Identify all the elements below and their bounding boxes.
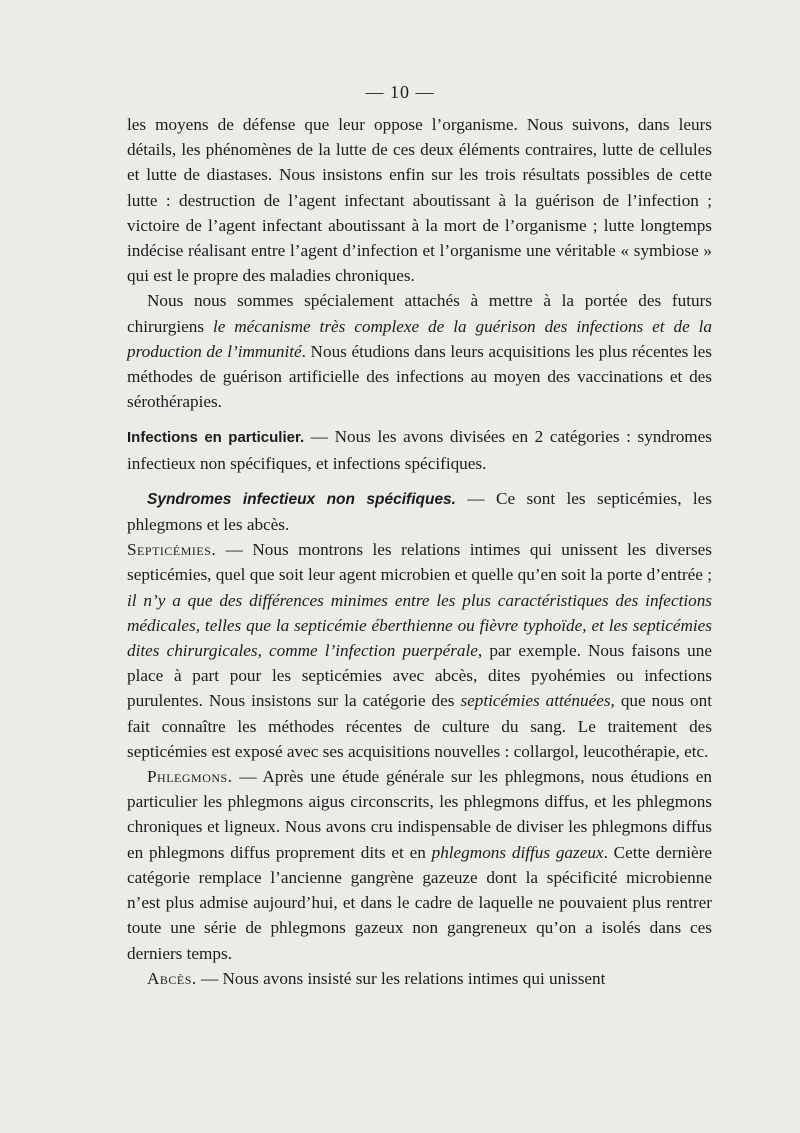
text-run: — Nous avons insisté sur les relations intimes qui unissent	[196, 968, 606, 988]
paragraph-immunity	[127, 288, 712, 414]
paragraph-syndromes	[127, 486, 712, 537]
italic-run: il n’y a que des différences minimes entre les plus caractéristiques des infections médicales, telles que la septicémie éberthienne ou fièvre typhoïde, et les septicémies dites chirurgicales, comme l’infection puerpérale	[127, 590, 712, 661]
italic-run: le mécanisme très complexe de la guérison des infections et de la production de l’immunité	[127, 316, 712, 361]
body-text	[127, 112, 712, 991]
text-run: Nous nous sommes spécialement attachés à mettre à la portée des futurs chirurgiens	[127, 291, 712, 336]
text-run: — Nous les avons divisées en 2 catégories : syndromes infectieux non spécifiques, et infections spécifiques.	[127, 427, 712, 473]
section-heading: Syndromes infectieux non spécifiques.	[147, 490, 456, 508]
italic-run: septicémies atténuées	[460, 691, 611, 711]
paragraph-septicemies	[127, 537, 712, 764]
subsection-heading: Septicémies.	[127, 540, 217, 560]
italic-run: phlegmons diffus gazeux	[431, 842, 604, 862]
text-run: . Nous étudions dans leurs acquisitions les plus récentes les méthodes de guérison artificielle des infections au moyen des vaccinations et des sérothérapies.	[127, 341, 712, 412]
text-run: — Après une étude générale sur les phlegmons, nous étudions en particulier les phlegmons aigus circonscrits, les phlegmons diffus, et les phlegmons chroniques et ligneux. Nous avons cru indispensable de diviser les phlegmons diffus en phlegmons diffus proprement dits et en	[127, 767, 712, 862]
subsection-heading: Abcès.	[147, 968, 197, 988]
text-run: — Nous montrons les relations intimes qui unissent les diverses septicémies, quel que soit leur agent microbien et quelle qu’en soit la porte d’entrée ;	[127, 540, 712, 585]
text-run: — Ce sont les septicémies, les phlegmons et les abcès.	[127, 488, 712, 535]
paragraph-abces	[127, 966, 712, 991]
paragraph-phlegmons	[127, 764, 712, 966]
text-run: , par exemple. Nous faisons une place à part pour les septicémies avec abcès, dites pyohémies ou infections purulentes. Nous insistons sur la catégorie des	[127, 641, 712, 711]
section-heading: Infections en particulier.	[127, 429, 305, 447]
text-run: , que nous ont fait connaître les méthodes récentes de culture du sang. Le traitement des septicémies est exposé avec ses acquisitions nouvelles : collargol, leucothérapie, etc.	[127, 691, 712, 761]
paragraph-defense: les moyens de défense que leur oppose l’organisme. Nous suivons, dans leurs détails, les phénomènes de la lutte de ces deux éléments contraires, lutte de cellules et lutte de diastases. Nous insistons enfin sur les trois résultats possibles de cette lutte : destruction de l’agent infectant aboutissant à la guérison de l’infection ; victoire de l’agent infectant aboutissant à la mort de l’organisme ; lutte longtemps indécise réalisant entre l’agent d’infection et l’organisme une véritable « symbiose » qui est le propre des maladies chroniques.	[127, 115, 712, 286]
subsection-heading: Phlegmons.	[147, 767, 233, 787]
text-run: . Cette dernière catégorie remplace l’ancienne gangrène gazeuze dont la spécificité microbienne n’est plus admise aujourd’hui, et dans le cadre de laquelle ne pouvaient plus rentrer toute une série de phlegmons gazeux non gangreneux qu’on a isolés dans ces derniers temps.	[127, 842, 712, 963]
page-number: — 10 —	[365, 82, 435, 102]
paragraph-infections-particulier	[127, 424, 712, 475]
